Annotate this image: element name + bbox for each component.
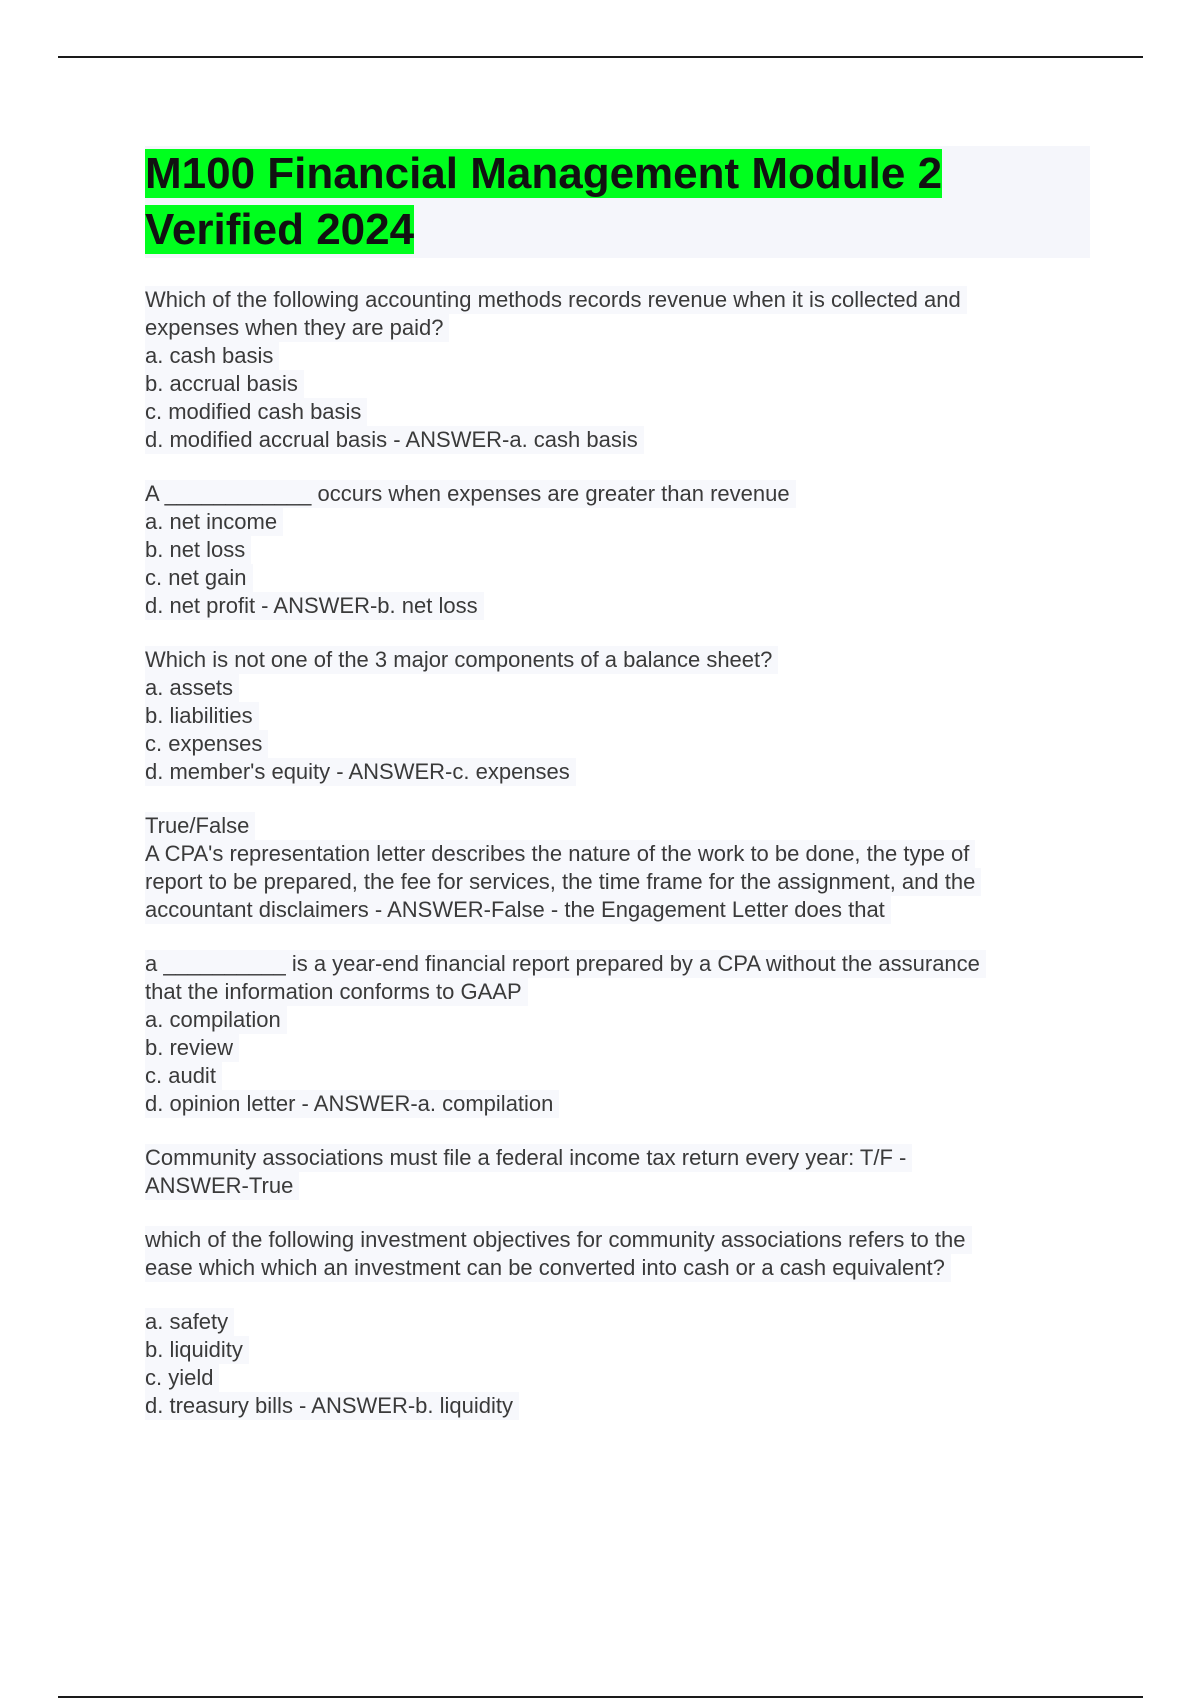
question-text-line: b. net loss <box>145 536 251 564</box>
question-text-line: which of the following investment objectives for community associations refers to the <box>145 1226 972 1254</box>
question-block <box>145 1226 1090 1282</box>
question-block <box>145 646 1090 786</box>
question-text-line: c. expenses <box>145 730 268 758</box>
question-block <box>145 480 1090 620</box>
document-title <box>145 146 1090 258</box>
question-text-line: Community associations must file a federal income tax return every year: T/F - <box>145 1144 912 1172</box>
question-block <box>145 1144 1090 1200</box>
question-text-line: accountant disclaimers - ANSWER-False - the Engagement Letter does that <box>145 896 891 924</box>
question-text-line: d. treasury bills - ANSWER-b. liquidity <box>145 1392 519 1420</box>
question-text-line: b. review <box>145 1034 239 1062</box>
question-text-line: c. audit <box>145 1062 222 1090</box>
question-text-line: d. net profit - ANSWER-b. net loss <box>145 592 484 620</box>
document-content <box>145 146 1090 1446</box>
question-block <box>145 950 1090 1118</box>
question-text-line: Which of the following accounting methods records revenue when it is collected and <box>145 286 967 314</box>
question-text-line: that the information conforms to GAAP <box>145 978 528 1006</box>
question-text-line: a. compilation <box>145 1006 287 1034</box>
question-text-line: d. modified accrual basis - ANSWER-a. cash basis <box>145 426 644 454</box>
question-block <box>145 1308 1090 1420</box>
document-title-line-2: Verified 2024 <box>145 205 415 254</box>
bottom-rule <box>58 1696 1143 1698</box>
question-text-line: a. assets <box>145 674 239 702</box>
question-text-line: A ____________ occurs when expenses are greater than revenue <box>145 480 796 508</box>
question-text-line: ease which which an investment can be converted into cash or a cash equivalent? <box>145 1254 951 1282</box>
question-text-line: a. safety <box>145 1308 234 1336</box>
question-text-line: ANSWER-True <box>145 1172 299 1200</box>
question-text-line: True/False <box>145 812 255 840</box>
question-block <box>145 286 1090 454</box>
question-text-line: c. net gain <box>145 564 253 592</box>
question-text-line: report to be prepared, the fee for services, the time frame for the assignment, and the <box>145 868 981 896</box>
question-text-line: b. liabilities <box>145 702 259 730</box>
question-list <box>145 286 1090 1420</box>
question-block <box>145 812 1090 924</box>
question-text-line: A CPA's representation letter describes the nature of the work to be done, the type of <box>145 840 975 868</box>
question-text-line: a. net income <box>145 508 283 536</box>
question-text-line: d. opinion letter - ANSWER-a. compilation <box>145 1090 559 1118</box>
question-text-line: c. yield <box>145 1364 219 1392</box>
question-text-line: b. liquidity <box>145 1336 249 1364</box>
question-text-line: expenses when they are paid? <box>145 314 449 342</box>
question-text-line: d. member's equity - ANSWER-c. expenses <box>145 758 576 786</box>
question-text-line: Which is not one of the 3 major components of a balance sheet? <box>145 646 778 674</box>
question-text-line: b. accrual basis <box>145 370 304 398</box>
question-text-line: a __________ is a year-end financial report prepared by a CPA without the assurance <box>145 950 986 978</box>
top-rule <box>58 56 1143 58</box>
question-text-line: a. cash basis <box>145 342 279 370</box>
question-text-line: c. modified cash basis <box>145 398 367 426</box>
document-title-line-1: M100 Financial Management Module 2 <box>145 149 943 198</box>
title-block <box>145 146 1090 258</box>
